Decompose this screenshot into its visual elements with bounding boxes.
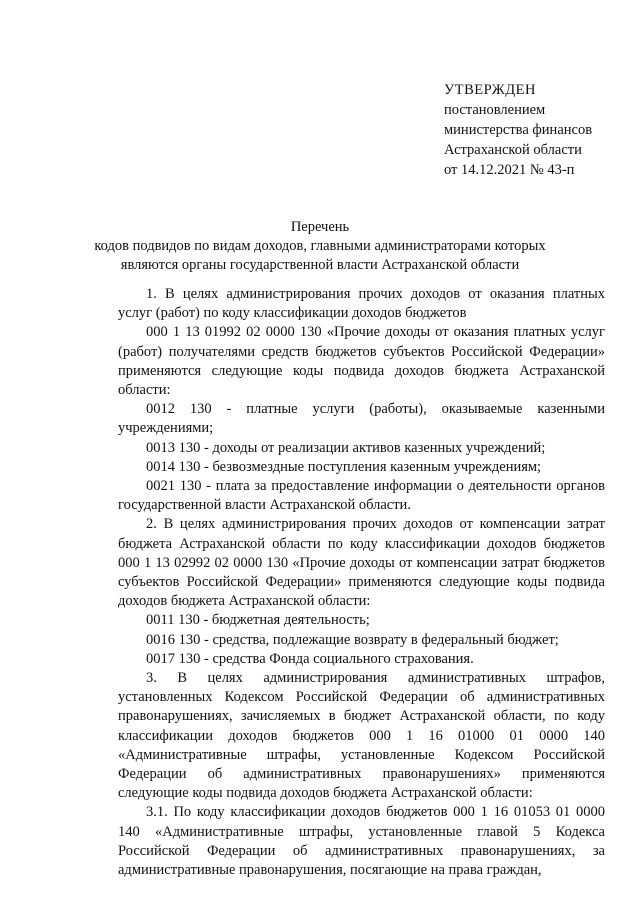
approval-heading: УТВЕРЖДЕН — [444, 82, 536, 98]
paragraph: 0011 130 - бюджетная деятельность; — [146, 612, 370, 629]
paragraph: 0021 130 - плата за предоставление информации о деятельности органов государственной власти Астраханской области. — [118, 478, 605, 514]
approval-line: постановлением — [444, 102, 546, 118]
document-body — [118, 285, 605, 880]
paragraph: 0012 130 - платные услуги (работы), оказываемые казенными учреждениями; — [118, 401, 605, 437]
paragraph: 0013 130 - доходы от реализации активов казенных учреждений; — [146, 439, 546, 456]
title-line: являются органы государственной власти Астраханской области — [120, 257, 520, 273]
title-line: Перечень — [290, 219, 350, 235]
title-line: кодов подвидов по видам доходов, главными администраторами которых — [94, 238, 546, 254]
approval-stamp — [444, 80, 592, 180]
approval-line: Астраханской области — [444, 142, 582, 158]
paragraph: 1. В целях администрирования прочих доходов от оказания платных услуг (работ) по коду классификации доходов бюджетов — [118, 286, 605, 322]
approval-line: министерства финансов — [444, 122, 593, 138]
approval-date: от 14.12.2021 № 43-п — [444, 162, 575, 178]
paragraph: 0017 130 - средства Фонда социального страхования. — [146, 650, 474, 667]
paragraph: 3.1. По коду классификации доходов бюджетов 000 1 16 01053 01 0000 140 «Административные штрафы, установленные главой 5 Кодекса Российской Федерации об административных правонарушениях, за административные правонарушения, посягающие на права граждан, — [118, 804, 605, 879]
paragraph: 000 1 13 01992 02 0000 130 «Прочие доходы от оказания платных услуг (работ) получателями средств бюджетов субъектов Российской Федерации» применяются следующие коды подвида доходов бюджета Астраханской области: — [118, 324, 605, 399]
document-title — [0, 218, 640, 275]
paragraph: 2. В целях администрирования прочих доходов от компенсации затрат бюджета Астраханской области по коду классификации доходов бюджетов 000 1 13 02992 02 0000 130 «Прочие доходы от компенсации затрат бюджетов субъектов Российской Федерации» применяются следующие коды подвида доходов бюджета Астраханской области: — [118, 516, 605, 610]
paragraph: 3. В целях администрирования административных штрафов, установленных Кодексом Российской Федерации об административных правонарушениях, зачисляемых в бюджет Астраханской области, по коду классификации доходов бюджетов 000 1 16 01000 01 0000 140 «Административные штрафы, установленные Кодексом Российской Федерации об административных правонарушениях» применяются следующие коды подвида доходов бюджета Астраханской области: — [118, 670, 605, 802]
paragraph: 0016 130 - средства, подлежащие возврату в федеральный бюджет; — [146, 631, 559, 648]
paragraph: 0014 130 - безвозмездные поступления казенным учреждениям; — [146, 458, 542, 475]
